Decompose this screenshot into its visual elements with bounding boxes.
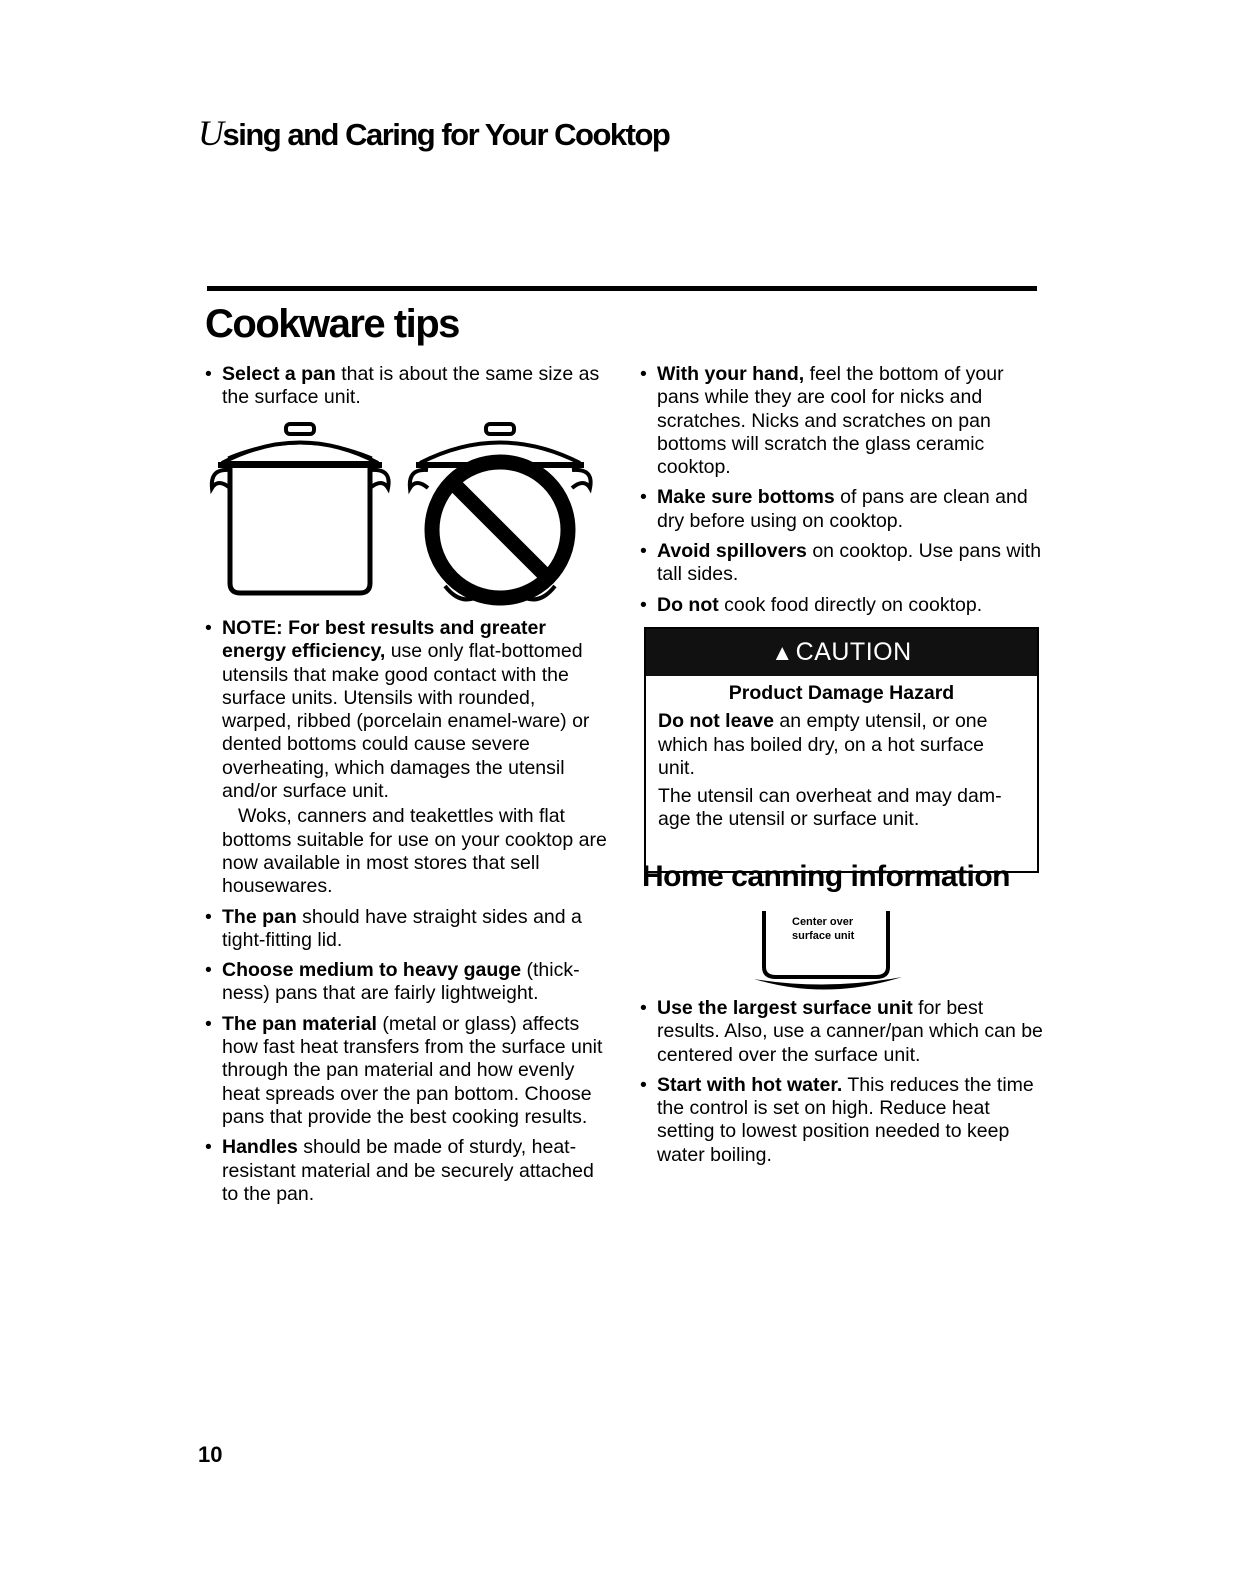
caution-banner xyxy=(646,629,1037,676)
tip-text: should be made of sturdy, heat-resistant material and be securely attached to the pan. xyxy=(222,1136,594,1205)
pot-size-illustration xyxy=(200,418,620,618)
tip-lead: Handles xyxy=(222,1136,298,1159)
caution-box xyxy=(644,627,1039,873)
tip-lead: Make sure bottoms xyxy=(657,486,835,509)
tip-lead: Avoid spillovers xyxy=(657,540,807,563)
tip-lead: Choose medium to heavy gauge xyxy=(222,959,522,982)
tip-lead: With your hand, xyxy=(657,363,805,385)
caution-lead: Do not leave xyxy=(658,710,774,733)
tip-text: that is about the same size as the surface unit. xyxy=(222,363,600,409)
tip-lead: Do not xyxy=(657,593,719,616)
tip-text: of pans are clean and dry before using on cooktop. xyxy=(657,486,1028,532)
header-initial: U xyxy=(198,113,223,153)
caution-label: CAUTION xyxy=(795,638,912,666)
tip-text: This reduces the time the control is set on high. Reduce heat setting to lowest position needed to keep water boiling. xyxy=(657,1073,1034,1166)
caution-heading: Product Damage Hazard xyxy=(728,682,955,704)
tip-pan-sides: • The pan should have straight sides and a tight-fitting lid. xyxy=(205,905,582,951)
left-column-main xyxy=(205,617,610,1213)
tip-lead: Use the largest surface unit xyxy=(657,997,913,1019)
home-canning-title: Home canning information xyxy=(642,860,1011,893)
tip-handles: • Handles should be made of sturdy, heat-resistant material and be securely attached to the pan. xyxy=(205,1136,594,1205)
warning-triangle-icon: ▲ xyxy=(771,639,794,665)
tip-select-pan: • Select a pan that is about the same size as the surface unit. xyxy=(205,363,600,409)
page-header xyxy=(198,112,669,154)
tip-text: on cooktop. Use pans with tall sides. xyxy=(657,540,1042,586)
tip-note: • NOTE: For best results and greater energy efficiency, use only flat-bottomed utensils that make good contact with the surface units. Utensils with rounded, warped, ribbed (porcelain enamel-ware) or dented bottoms could cause severe overheating, which damages the utensil and/or surface unit. xyxy=(205,617,590,803)
tip-text: (metal or glass) affects how fast heat transfers from the surface unit through the pan material and how evenly heat spreads over the pan bottom. Choose pans that provide the best cooking results. xyxy=(222,1012,603,1128)
caution-body xyxy=(646,676,1037,832)
figure-label-2: surface unit xyxy=(792,930,855,942)
page-number: 10 xyxy=(198,1442,223,1467)
tip-gauge: • Choose medium to heavy gauge (thick-ness) pans that are fairly lightweight. xyxy=(205,959,580,1005)
caution-paragraph-1 xyxy=(658,710,1025,780)
tip-hand: • With your hand, feel the bottom of your pans while they are cool for nicks and scratches. Nicks and scratches on pan bottoms will scratch the glass ceramic cooktop. xyxy=(640,363,1004,479)
tip-largest-unit: • Use the largest surface unit for best results. Also, use a canner/pan which can be centered over the surface unit. xyxy=(640,997,1043,1066)
right-column-top xyxy=(640,363,1045,624)
left-column-top xyxy=(205,363,605,417)
tip-lead: Start with hot water. xyxy=(657,1073,843,1096)
tip-lead: The pan material xyxy=(222,1012,377,1035)
tip-spillovers: • Avoid spillovers on cooktop. Use pans with tall sides. xyxy=(640,540,1042,586)
tip-note-continued: Woks, canners and teakettles with flat bottoms suitable for use on your cooktop are now available in most stores that sell housewares. xyxy=(222,805,607,898)
tip-text: for best results. Also, use a canner/pan which can be centered over the surface unit. xyxy=(657,997,1043,1066)
tip-text: use only flat-bottomed utensils that make good contact with the surface units. Utensils with rounded, warped, ribbed (porcelain enamel-ware) or dented bottoms could cause severe overheating, which damages the utensil and/or surface unit. xyxy=(222,640,590,803)
tip-text: should have straight sides and a tight-fitting lid. xyxy=(222,905,582,951)
header-title-text: sing and Caring for Your Cooktop xyxy=(222,117,670,152)
tip-text: (thick-ness) pans that are fairly lightweight. xyxy=(222,959,580,1005)
tip-bottoms: • Make sure bottoms of pans are clean and dry before using on cooktop. xyxy=(640,486,1028,532)
figure-label-1: Center over xyxy=(792,916,854,928)
canner-illustration xyxy=(752,905,907,997)
right-column-canning xyxy=(640,997,1050,1174)
correct-pot-icon xyxy=(212,424,389,593)
tip-lead: NOTE: For best results and greater energy efficiency, xyxy=(222,617,546,663)
tip-text: feel the bottom of your pans while they are cool for nicks and scratches. Nicks and scratches on pan bottoms will scratch the glass ceramic cooktop. xyxy=(657,363,1004,479)
caution-text: an empty utensil, or one which has boiled dry, on a hot surface unit. xyxy=(658,710,988,779)
tip-lead: The pan xyxy=(222,905,297,928)
caution-paragraph-2: The utensil can overheat and may dam-age the utensil or surface unit. xyxy=(658,785,1002,831)
tip-text: cook food directly on cooktop. xyxy=(718,593,983,616)
tip-lead: Select a pan xyxy=(222,363,336,385)
tip-material: • The pan material (metal or glass) affects how fast heat transfers from the surface unit through the pan material and how evenly heat spreads over the pan bottom. Choose pans that provide the best cooking results. xyxy=(205,1012,603,1128)
tip-do-not: • Do not cook food directly on cooktop. xyxy=(640,593,983,616)
wrong-pot-icon xyxy=(410,424,591,604)
tip-hot-water: • Start with hot water. This reduces the time the control is set on high. Reduce heat setting to lowest position needed to keep water boiling. xyxy=(640,1073,1034,1166)
cookware-tips-title: Cookware tips xyxy=(205,302,459,346)
section-divider xyxy=(207,286,1037,291)
